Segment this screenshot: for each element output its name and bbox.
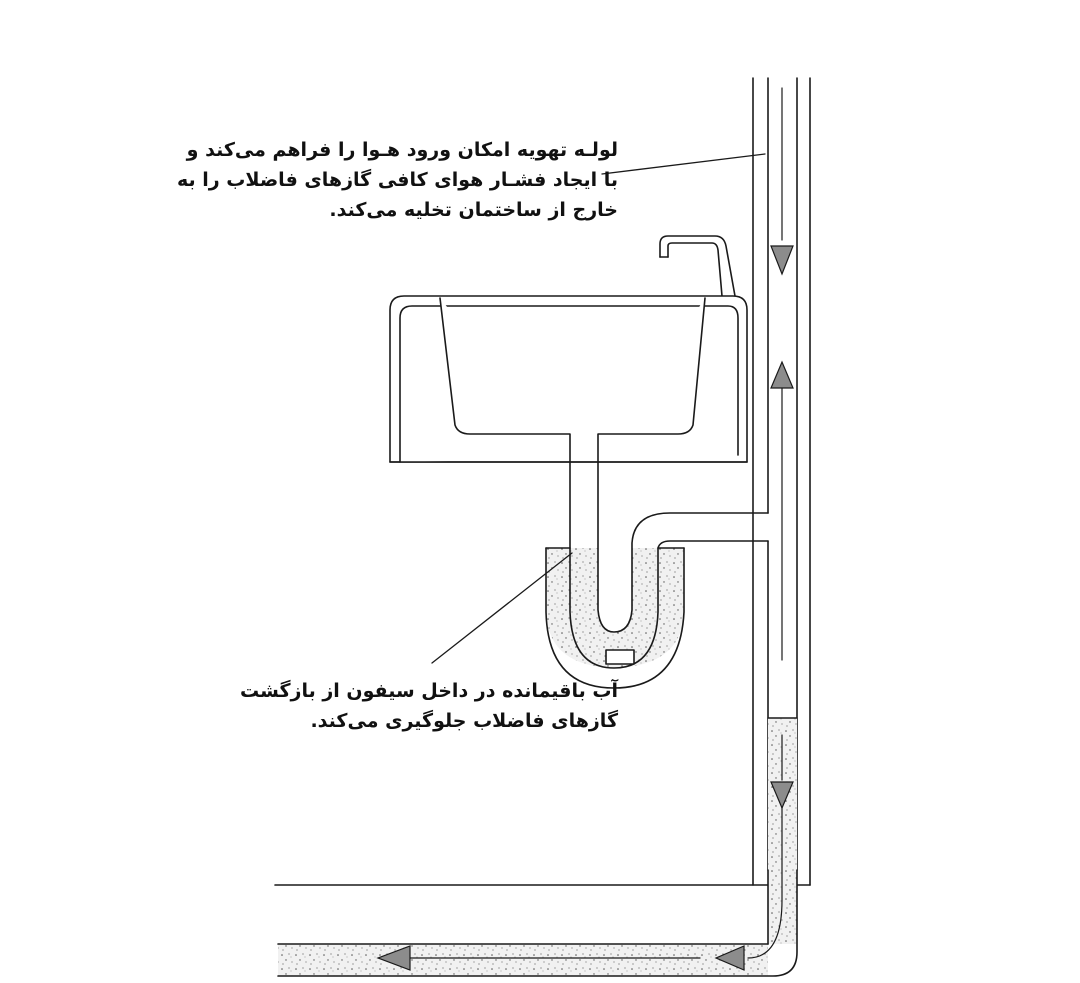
vent-annotation-line: خارج از ساختمان تخلیه می‌کند. [329, 199, 618, 221]
sink-basin [390, 296, 747, 462]
floor-drain-pipe [278, 718, 797, 976]
flow-arrow-down-icon [771, 246, 793, 274]
vent-leader-line [602, 154, 765, 174]
vent-annotation-line: لولـه تهویه امکان ورود هـوا را فراهم می‌کند و [186, 139, 618, 161]
faucet [660, 236, 735, 296]
trap-annotation-line: آب باقیمانده در داخل سیفون از بازگشت [240, 680, 618, 702]
vent-annotation-line: با ایجاد فشـار هوای کافی گازهای فاضلاب را به [176, 169, 618, 191]
trap-annotation-line: گازهای فاضلاب جلوگیری می‌کند. [310, 710, 618, 732]
trap-water-annotation [240, 676, 618, 736]
flow-arrow-up-icon [771, 362, 793, 388]
vent-pipe-annotation [177, 135, 618, 225]
trap-water-inner [570, 548, 660, 652]
